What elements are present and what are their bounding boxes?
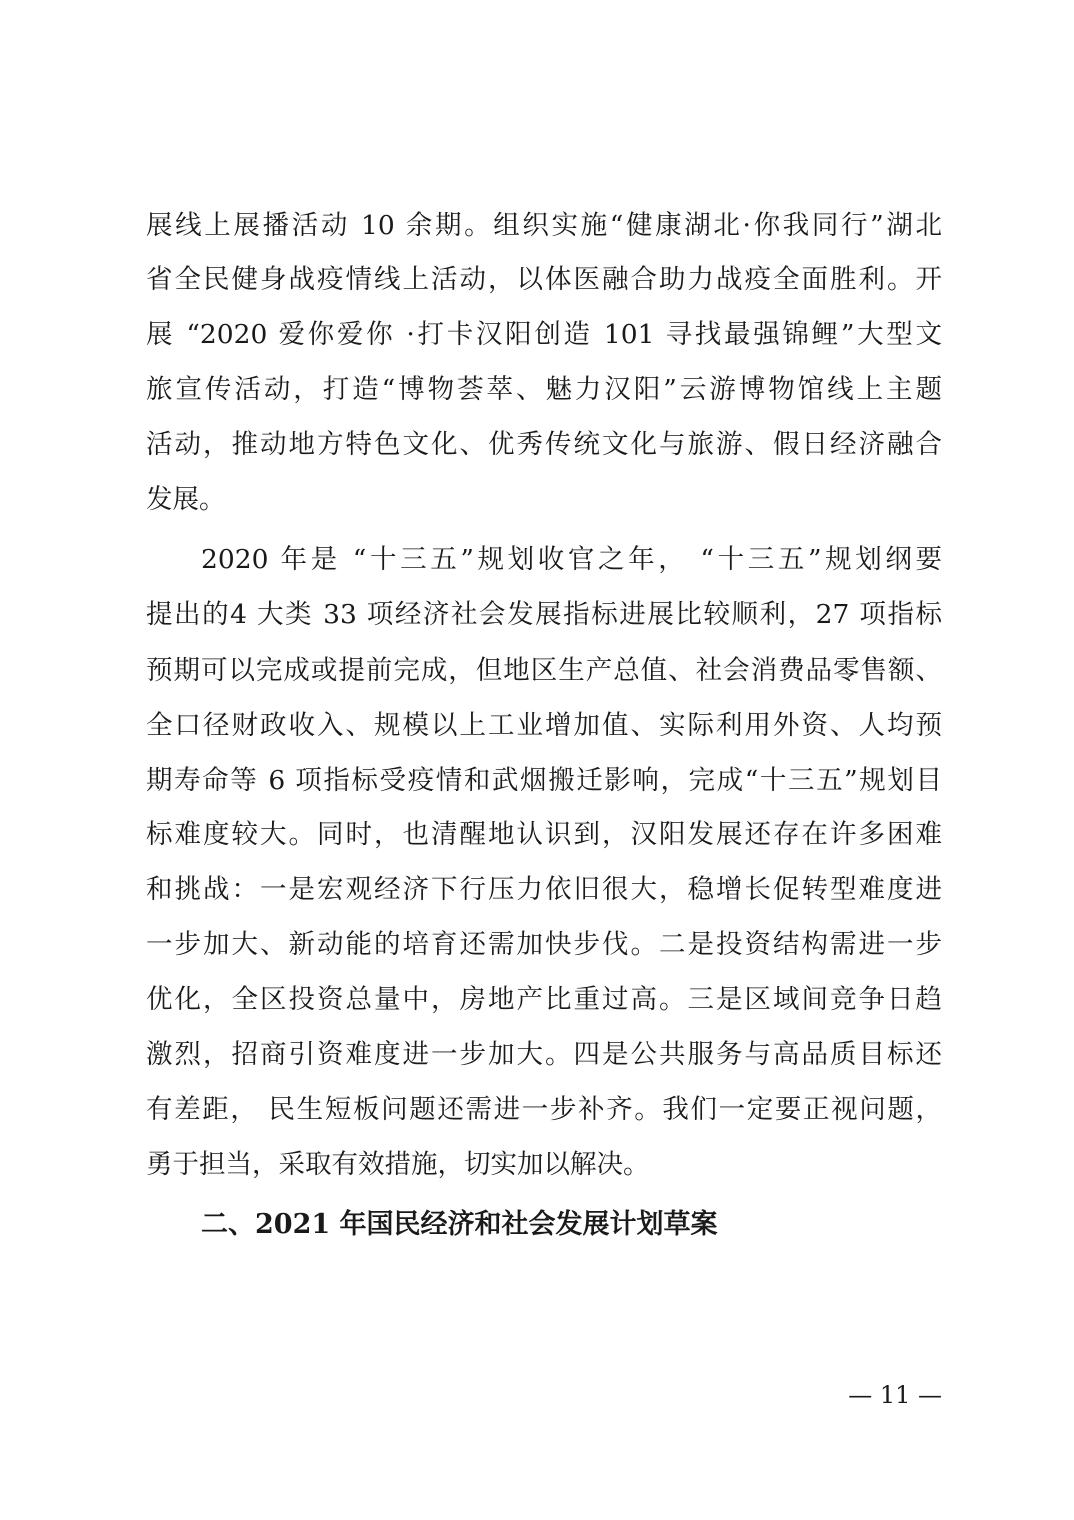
text-line: 活动，推动地方特色文化、优秀传统文化与旅游、假日经济融合 — [146, 429, 942, 460]
text-line: 2020 年是 “十三五”规划收官之年， “十三五”规划纲要 — [201, 544, 942, 575]
page-number: — 11 — — [848, 1381, 942, 1409]
text-line: 展 “2020 爱你爱你 ·打卡汉阳创造 101 寻找最强锦鲤”大型文 — [146, 319, 942, 350]
text-line: 提出的4 大类 33 项经济社会发展指标进展比较顺利，27 项指标 — [146, 599, 942, 630]
text-line: 一步加大、新动能的培育还需加快步伐。二是投资结构需进一步 — [146, 929, 942, 960]
text-line: 期寿命等 6 项指标受疫情和武烟搬迁影响，完成“十三五”规划目 — [146, 765, 942, 796]
text-line: 有差距， 民生短板问题还需进一步补齐。我们一定要正视问题， — [146, 1094, 942, 1125]
text-line: 全口径财政收入、规模以上工业增加值、实际利用外资、人均预 — [146, 710, 942, 741]
text-line: 预期可以完成或提前完成，但地区生产总值、社会消费品零售额、 — [146, 655, 942, 686]
text-line: 优化，全区投资总量中，房地产比重过高。三是区域间竞争日趋 — [146, 984, 942, 1015]
text-line: 展线上展播活动 10 余期。组织实施“健康湖北·你我同行”湖北 — [146, 210, 942, 241]
section-heading: 二、2021 年国民经济和社会发展计划草案 — [201, 1209, 718, 1240]
text-line: 发展。 — [146, 484, 226, 515]
text-line: 省全民健身战疫情线上活动，以体医融合助力战疫全面胜利。开 — [146, 264, 942, 295]
text-line: 旅宣传活动，打造“博物荟萃、魅力汉阳”云游博物馆线上主题 — [146, 374, 942, 405]
text-line: 激烈，招商引资难度进一步加大。四是公共服务与高品质目标还 — [146, 1039, 942, 1070]
text-line: 标难度较大。同时，也清醒地认识到，汉阳发展还存在许多困难 — [146, 819, 942, 850]
text-line: 勇于担当，采取有效措施，切实加以解决。 — [146, 1149, 650, 1180]
text-line: 和挑战：一是宏观经济下行压力依旧很大，稳增长促转型难度进 — [146, 874, 942, 905]
